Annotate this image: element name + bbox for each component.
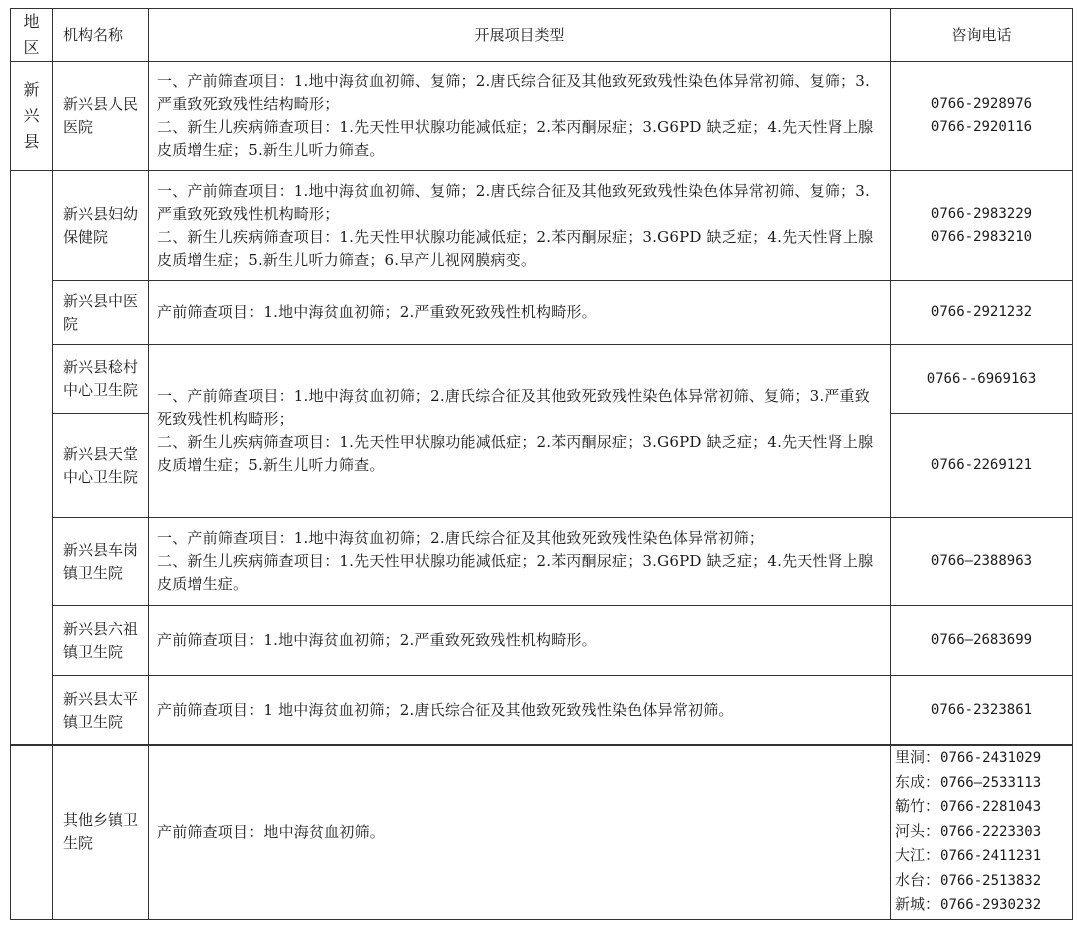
table-row [11, 606, 1073, 676]
project-types: 一、产前筛查项目：1.地中海贫血初筛、复筛；2.唐氏综合征及其他致死致残性染色体异常初筛、复筛；3.严重致死致残性结构畸形； 二、新生儿疾病筛查项目：1.先天性甲状腺功能减低症；2.苯丙酮尿症；3.G6PD 缺乏症；4.先天性肾上腺皮质增生症；5.新生儿听力筛查。 [149, 62, 891, 171]
project-types: 一、产前筛查项目：1.地中海贫血初筛；2.唐氏综合征及其他致死致残性染色体异常初筛、复筛；3.严重致死致残性机构畸形； 二、新生儿疾病筛查项目：1.先天性甲状腺功能减低症；2.苯丙酮尿症；3.G6PD 缺乏症；4.先天性肾上腺皮质增生症；5.新生儿听力筛查。 [149, 345, 891, 518]
table-header-row [11, 9, 1073, 62]
region-cell [11, 171, 53, 746]
header-region: 地区 [11, 9, 53, 62]
header-phone: 咨询电话 [891, 9, 1073, 62]
table-row [11, 62, 1073, 171]
table-row [11, 345, 1073, 414]
institution-name: 新兴县车岗镇卫生院 [53, 518, 149, 606]
phone-cell: 0766-2921232 [891, 281, 1073, 345]
project-types: 一、产前筛查项目：1.地中海贫血初筛、复筛；2.唐氏综合征及其他致死致残性染色体异常初筛、复筛；3.严重致死致残性机构畸形； 二、新生儿疾病筛查项目：1.先天性甲状腺功能减低症；2.苯丙酮尿症；3.G6PD 缺乏症；4.先天性肾上腺皮质增生症；5.新生儿听力筛查；6.早产儿视网膜病变。 [149, 171, 891, 281]
phone-cell: 0766-2323861 [891, 676, 1073, 746]
institution-name: 新兴县太平镇卫生院 [53, 676, 149, 746]
table-row [11, 171, 1073, 281]
header-name: 机构名称 [53, 9, 149, 62]
institution-name: 新兴县稔村中心卫生院 [53, 345, 149, 414]
phone-cell: 0766—2388963 [891, 518, 1073, 606]
phone-cell: 0766--6969163 [891, 345, 1073, 414]
phone-cell: 0766—2683699 [891, 606, 1073, 676]
table-row [11, 281, 1073, 345]
project-types: 产前筛查项目：地中海贫血初筛。 [149, 745, 891, 920]
institution-name: 其他乡镇卫生院 [53, 745, 149, 920]
institution-name: 新兴县人民医院 [53, 62, 149, 171]
phone-list-item: 簕竹：0766-2281043 [895, 797, 1042, 816]
institutions-table [10, 8, 1073, 746]
other-institutions-table [10, 744, 1073, 920]
region-cell: 新兴县 [11, 62, 53, 171]
phone-list-item: 新城：0766-2930232 [895, 895, 1042, 914]
project-types: 产前筛查项目：1 地中海贫血初筛；2.唐氏综合征及其他致死致残性染色体异常初筛。 [149, 676, 891, 746]
phone-list-item: 里洞：0766-2431029 [895, 748, 1042, 767]
phone-list-item: 河头：0766-2223303 [895, 821, 1042, 840]
phone-list-item: 水台：0766-2513832 [895, 870, 1042, 889]
project-types: 一、产前筛查项目：1.地中海贫血初筛；2.唐氏综合征及其他致死致残性染色体异常初筛； 二、新生儿疾病筛查项目：1.先天性甲状腺功能减低症；2.苯丙酮尿症；3.G6PD 缺乏症；4.先天性肾上腺皮质增生症。 [149, 518, 891, 606]
phone-cell [891, 745, 1073, 920]
institution-name: 新兴县六祖镇卫生院 [53, 606, 149, 676]
project-types: 产前筛查项目：1.地中海贫血初筛；2.严重致死致残性机构畸形。 [149, 606, 891, 676]
phone-cell: 0766-2928976 0766-2920116 [891, 62, 1073, 171]
phone-list-item: 东成：0766—2533113 [895, 772, 1042, 791]
table-row [11, 676, 1073, 746]
table-row [11, 518, 1073, 606]
phone-cell: 0766-2269121 [891, 414, 1073, 518]
region-cell [11, 745, 53, 920]
institution-name: 新兴县妇幼保健院 [53, 171, 149, 281]
header-projects: 开展项目类型 [149, 9, 891, 62]
institution-name: 新兴县天堂中心卫生院 [53, 414, 149, 518]
institution-name: 新兴县中医院 [53, 281, 149, 345]
table-row [11, 745, 1073, 920]
project-types: 产前筛查项目：1.地中海贫血初筛；2.严重致死致残性机构畸形。 [149, 281, 891, 345]
phone-cell: 0766-2983229 0766-2983210 [891, 171, 1073, 281]
phone-list-item: 大江：0766-2411231 [895, 846, 1042, 865]
